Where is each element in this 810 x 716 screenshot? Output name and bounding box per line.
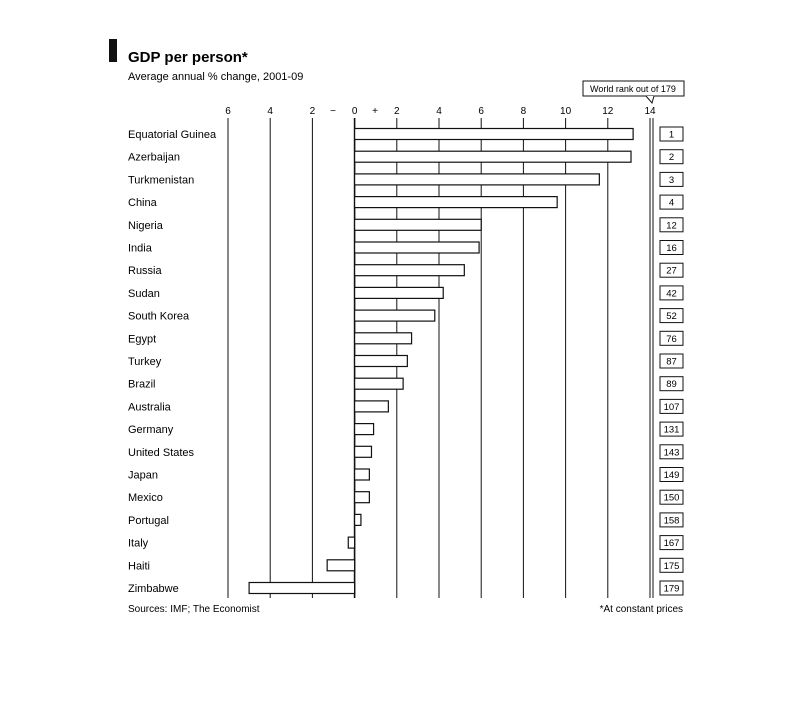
category-label: Zimbabwe <box>128 583 179 595</box>
category-label: Sudan <box>128 287 160 300</box>
rank-label: 107 <box>663 401 680 413</box>
rank-label: 131 <box>663 424 680 436</box>
bar <box>355 401 389 412</box>
x-tick-label: 2 <box>309 106 316 117</box>
rank-label: 89 <box>666 379 677 391</box>
category-label: South Korea <box>128 310 190 323</box>
bar <box>249 583 355 594</box>
category-label: Australia <box>128 401 171 414</box>
category-label: Japan <box>128 469 158 482</box>
category-label: Italy <box>128 537 149 550</box>
rank-header-label: World rank out of 179 <box>590 84 676 94</box>
bar <box>355 151 631 162</box>
category-label: Azerbaijan <box>128 151 180 164</box>
x-tick-label: 2 <box>394 106 400 117</box>
x-tick-label: 4 <box>267 106 273 117</box>
rank-label: 27 <box>666 265 677 277</box>
category-labels <box>128 129 217 595</box>
bar <box>355 469 370 480</box>
x-tick-label: 6 <box>478 106 484 117</box>
x-tick-label: 14 <box>644 106 656 117</box>
rank-label: 12 <box>666 220 677 232</box>
rank-label: 4 <box>668 197 675 209</box>
bar <box>355 446 372 457</box>
category-label: Turkmenistan <box>128 174 195 187</box>
category-label: Turkey <box>128 356 162 368</box>
grid <box>228 118 650 598</box>
source-note: Sources: IMF; The Economist <box>128 604 260 615</box>
rank-label: 179 <box>663 583 680 595</box>
category-label: Equatorial Guinea <box>128 129 217 141</box>
bar <box>355 242 479 253</box>
x-tick-label: 4 <box>436 106 442 117</box>
bar <box>355 265 465 276</box>
category-label: Brazil <box>128 378 156 391</box>
rank-label: 16 <box>666 243 677 254</box>
bar <box>355 197 558 208</box>
bar <box>355 287 444 298</box>
category-label: China <box>128 197 157 210</box>
bar <box>355 333 412 344</box>
rank-label: 175 <box>663 560 680 572</box>
bar <box>327 560 354 571</box>
chart-title: GDP per person* <box>128 49 248 66</box>
bar <box>355 378 404 389</box>
rank-label: 143 <box>663 447 680 459</box>
x-tick-label: 6 <box>225 106 231 117</box>
x-tick-labels <box>225 106 656 117</box>
rank-header <box>583 81 684 103</box>
bar <box>355 424 374 435</box>
bars <box>249 129 633 594</box>
footnote: *At constant prices <box>599 604 683 615</box>
category-label: Germany <box>128 424 174 437</box>
rank-label: 149 <box>663 470 680 481</box>
category-label: United States <box>128 446 195 459</box>
rank-label: 150 <box>663 492 680 504</box>
category-label: Portugal <box>128 514 169 527</box>
category-label: Mexico <box>128 492 163 505</box>
x-tick-label: 10 <box>560 106 572 117</box>
bar <box>355 356 408 367</box>
chart-subtitle: Average annual % change, 2001-09 <box>128 71 304 83</box>
title-marker <box>109 39 117 62</box>
bar <box>355 129 634 140</box>
category-label: India <box>128 242 152 255</box>
bar <box>348 537 354 548</box>
category-label: Nigeria <box>128 219 163 232</box>
rank-label: 1 <box>668 129 675 141</box>
rank-label: 3 <box>668 174 675 186</box>
plus-sign: + <box>372 106 378 117</box>
rank-label: 52 <box>666 311 677 323</box>
category-label: Egypt <box>128 333 157 346</box>
rank-label: 167 <box>663 538 680 550</box>
rank-boxes <box>660 127 683 595</box>
bar <box>355 514 361 525</box>
minus-sign: − <box>330 106 336 117</box>
category-label: Haiti <box>128 560 151 573</box>
bar <box>355 310 435 321</box>
x-tick-label: 0 <box>351 106 358 117</box>
x-tick-label: 12 <box>602 106 614 117</box>
rank-label: 2 <box>668 152 675 164</box>
bar <box>355 219 482 230</box>
bar <box>355 492 370 503</box>
category-label: Russia <box>128 265 162 278</box>
rank-label: 76 <box>666 333 677 345</box>
rank-label: 42 <box>666 288 677 300</box>
rank-label: 87 <box>666 356 677 368</box>
bar <box>355 174 600 185</box>
rank-label: 158 <box>663 515 680 527</box>
x-tick-label: 8 <box>520 106 527 117</box>
